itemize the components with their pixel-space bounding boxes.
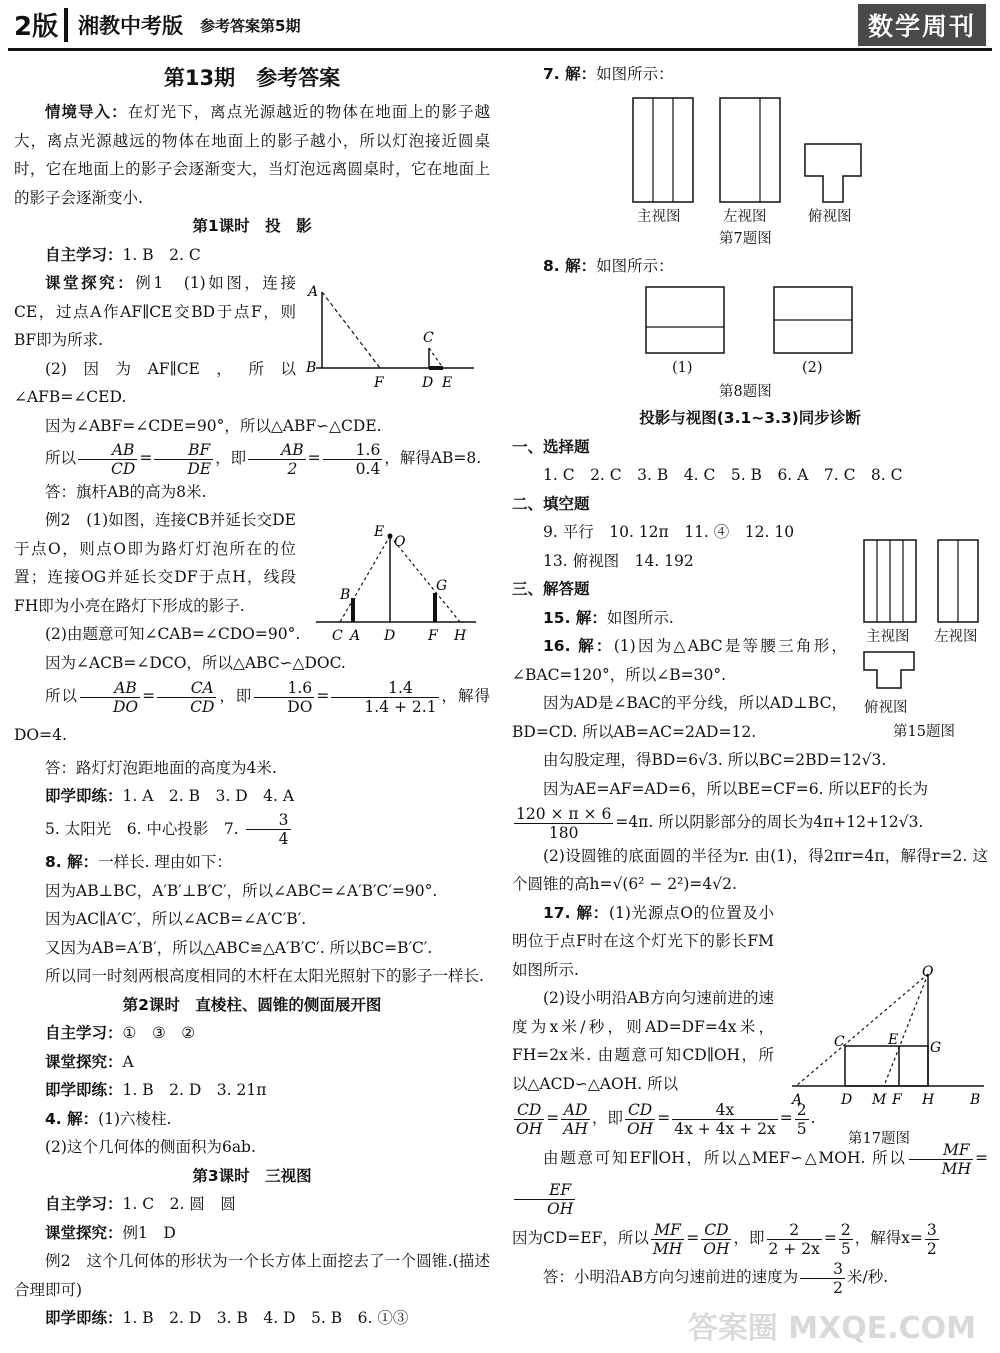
svg-text:O: O [922, 964, 934, 980]
section-title-1: 第1课时 投 影 [192, 217, 312, 235]
s1-ex2-fraction-line: 所以 $\frac{AB}{DO}$ = $\frac{CA}{CD}$ ，即 $\frac{1.6}{DO}$ = $\frac{1.4}{1.4 + 2.1}$ ，解得DO=4. [14, 678, 490, 744]
q7-top-label: 俯视图 [808, 209, 852, 225]
svg-text:B: B [970, 1092, 981, 1108]
q15-top-label: 俯视图 [864, 700, 908, 716]
right-column: 7. 解：如图所示： [543, 65, 674, 83]
svg-text:C: C [423, 330, 434, 346]
svg-text:O: O [394, 534, 406, 550]
section-title-3: 第3课时 三视图 [192, 1166, 312, 1185]
svg-text:G: G [930, 1040, 942, 1056]
q8-label-two: (2) [802, 360, 823, 376]
issue-label: 参考答案第5期 [200, 17, 301, 35]
svg-text:D: D [422, 375, 434, 391]
q15-views-figure [858, 538, 988, 698]
intro-paragraph: 情境导入：在灯光下，离点光源越近的物体在地面上的影子越大，离点光源越远的物体在地面上的影子越小，所以灯泡接近圆桌时，它在地面上的影子会逐渐变大，当灯泡远离圆桌时，它在地面上的影子会逐渐变小. [14, 103, 490, 207]
svg-text:F: F [428, 628, 438, 644]
q15-caption: 第15题图 [893, 724, 955, 740]
diagnosis-title: 投影与视图(3.1~3.3)同步诊断 [639, 409, 861, 427]
s1-self-study: 自主学习：1. B 2. C [45, 245, 201, 264]
q17-figure [788, 962, 988, 1112]
q8-label-one: (1) [672, 360, 693, 376]
page-header [0, 0, 1000, 50]
s1-ex1-fraction-line: 所以 $\frac{AB}{CD}$ = $\frac{BF}{DE}$ ，即 $\frac{AB}{2}$ = $\frac{1.6}{0.4}$ ，解得AB=8. [45, 440, 482, 478]
street-lamp-figure [310, 522, 480, 648]
svg-text:D: D [384, 628, 396, 644]
svg-text:E: E [442, 375, 453, 391]
section-title-2: 第2课时 直棱柱、圆锥的侧面展开图 [122, 995, 382, 1014]
svg-text:C: C [332, 628, 343, 644]
flagpole-figure [302, 280, 482, 392]
q15-front-label: 主视图 [866, 629, 910, 645]
svg-text:E: E [888, 1032, 899, 1048]
svg-text:C: C [834, 1034, 845, 1050]
header-divider [64, 8, 68, 42]
q8-caption: 第8题图 [719, 384, 772, 400]
q17-caption: 第17题图 [848, 1131, 910, 1147]
s1-ex1-block: 课堂探究：例1 (1)如图，连接CE，过点A作AF∥CE交BD于点F，则BF即为所求. (2)因为AF∥CE，所以∠AFB=∠CED. [14, 274, 296, 406]
header-rule [8, 48, 992, 51]
left-column: 第13期 参考答案 情境导入：在灯光下，离点光源越近的物体在地面上的影子越大，离点光源越远的物体在地面上的影子越小，所以灯泡接近圆桌时，它在地面上的影子会逐渐变大，当灯泡远离圆桌时，它在地面上的影子会逐渐变小. 第1课时 投 影 自主学习：1. B 2. C 课堂探究：例1 (1)如图，连接CE，过点A作AF∥CE交BD于点F，则BF即为所求. (2)因为AF∥CE，所以∠AFB=∠CED. 因为∠ABF=∠CDE=90°，所以△ABF∽△CDE. 所以 $\frac{AB}{CD}$ = $\frac{BF}{DE}$ ，即 $\frac{AB}{2}$ = $\frac{1.6}{0.4}$ ，解得AB=8. 答：旗杆AB的高为8米. 例2 (1)如图，连接CB并延长交DE于点O，则点O即为路灯灯泡所在的位置；连接OG并延长交DF于点H，线段FH即为小亮在路灯下形成的影子. (2)由题意可知∠CAB=∠CDO=90°. 因为∠ACB=∠DCO，所以△ABC∽△DOC. 所以 $\frac{AB}{DO}$ = $\frac{CA}{CD}$ ，即 $\frac{1.6}{DO}$ = $\frac{1.4}{1.4 + 2.1}$ ，解得DO=4. 答：路灯灯泡距地面的高度为4米. 即学即练：1. A 2. B 3. D 4. A 5. 太阳光 6. 中心投影 7. $\frac{3}{4}$ 8. 解：一样长. 理由如下： 因为AB⊥BC，A′B′⊥B′C′，所以∠ABC=∠A′B′C′=90°. 因为AC∥A′C′，所以∠ACB=∠A′C′B′. 又因为AB=A′B′，所以△ABC≌△A′B′C′. 所以BC=B′C′. 所以同一时刻两根高度相同的木杆在太阳光照射下的影子一样长. 第2课时 直棱柱、圆锥的侧面展开图 自主学习：① ③ ② 课堂探究：A 即学即练：1. B 2. D 3. 21π 4. 解：(1)六棱柱. (2)这个几何体的侧面积为6ab. 第3课时 三视图 自主学习：1. C 2. 圆 圆 课堂探究：例1 D 例2 这个几何体的形状为一个长方体上面挖去了一个圆锥.(描述合理即可) 即学即练：1. B 2. D 3. B 4. D 5. B 6. ①③ [14, 60, 490, 1333]
brand-logo: 数学周刊 [858, 4, 986, 46]
svg-text:D: D [841, 1092, 853, 1108]
q7-views-figure [625, 96, 865, 206]
page-title: 第13期 参考答案 [163, 66, 341, 90]
q7-front-label: 主视图 [637, 209, 681, 225]
svg-text:H: H [922, 1092, 935, 1108]
svg-text:A: A [792, 1092, 803, 1108]
svg-text:A: A [350, 628, 361, 644]
watermark: 答案圈 MXQE.COM [687, 1311, 976, 1346]
svg-text:F: F [374, 375, 384, 391]
s1-ex2-block: 例2 (1)如图，连接CB并延长交DE于点O，则点O即为路灯灯泡所在的位置；连接OG并延长交DF于点H，线段FH即为小亮在路灯下形成的影子. [14, 511, 296, 615]
q8-figure [640, 284, 860, 356]
svg-text:B: B [306, 360, 317, 376]
q7-left-label: 左视图 [723, 209, 767, 225]
version-label: 湘教中考版 [78, 14, 183, 38]
svg-text:G: G [436, 578, 448, 594]
svg-text:F: F [892, 1092, 902, 1108]
svg-text:H: H [454, 628, 467, 644]
edition-label: 2版 [14, 12, 59, 42]
svg-text:E: E [374, 524, 385, 540]
svg-text:A: A [308, 284, 319, 300]
q15-left-label: 左视图 [934, 629, 978, 645]
svg-text:M: M [872, 1092, 887, 1108]
q7-caption: 第7题图 [719, 231, 772, 247]
svg-text:B: B [340, 587, 351, 603]
